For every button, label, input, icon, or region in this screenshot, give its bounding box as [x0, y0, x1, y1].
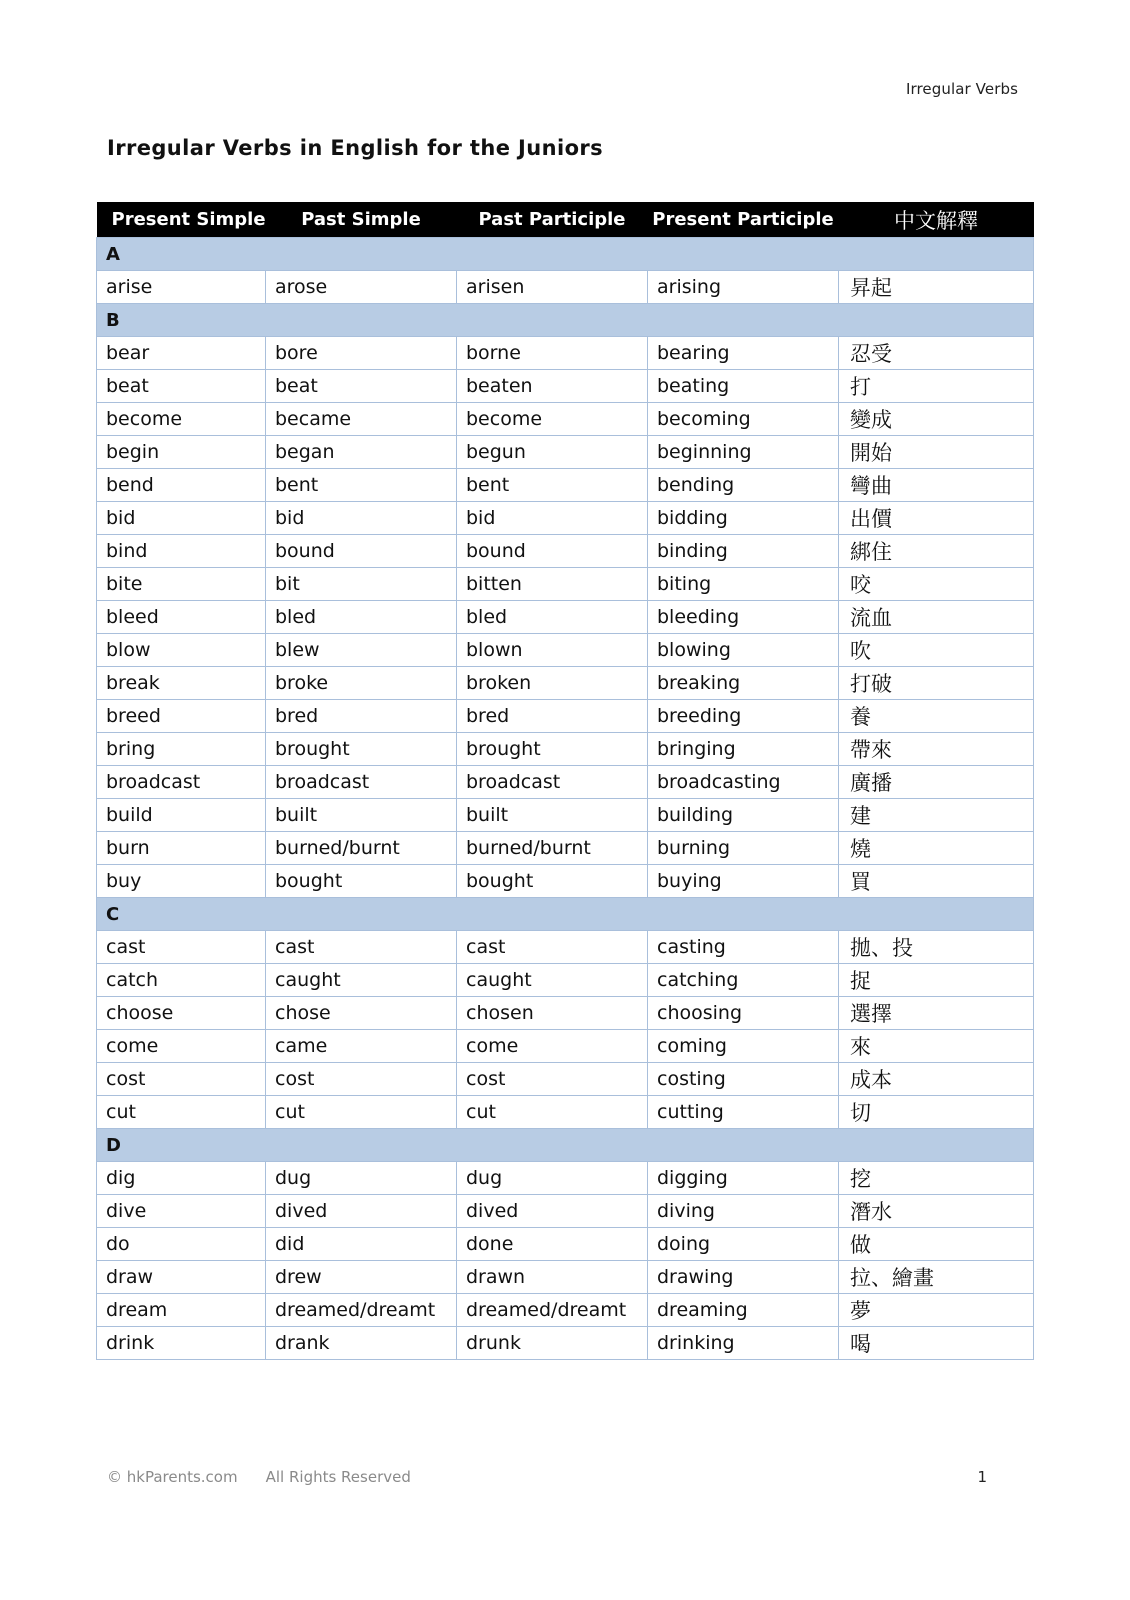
cell-present-participle: digging [648, 1162, 839, 1195]
cell-present-participle: breeding [648, 700, 839, 733]
cell-past-participle: bred [457, 700, 648, 733]
cell-chinese-meaning: 喝 [839, 1327, 1034, 1360]
section-row [97, 238, 1034, 271]
cell-past-participle: drunk [457, 1327, 648, 1360]
cell-past-simple: began [266, 436, 457, 469]
table-row [97, 997, 1034, 1030]
cell-past-participle: broadcast [457, 766, 648, 799]
table-row [97, 1261, 1034, 1294]
cell-present-participle: choosing [648, 997, 839, 1030]
cell-past-simple: arose [266, 271, 457, 304]
table-row [97, 634, 1034, 667]
cell-present-participle: building [648, 799, 839, 832]
table-row [97, 766, 1034, 799]
cell-past-simple: cast [266, 931, 457, 964]
cell-past-simple: dived [266, 1195, 457, 1228]
cell-past-participle: become [457, 403, 648, 436]
cell-chinese-meaning: 廣播 [839, 766, 1034, 799]
cell-present-participle: bleeding [648, 601, 839, 634]
cell-present-simple: begin [97, 436, 266, 469]
cell-present-simple: bid [97, 502, 266, 535]
cell-past-simple: burned/burnt [266, 832, 457, 865]
cell-chinese-meaning: 切 [839, 1096, 1034, 1129]
cell-past-participle: beaten [457, 370, 648, 403]
cell-present-simple: dream [97, 1294, 266, 1327]
cell-chinese-meaning: 養 [839, 700, 1034, 733]
cell-present-participle: diving [648, 1195, 839, 1228]
cell-present-simple: dig [97, 1162, 266, 1195]
cell-past-participle: dug [457, 1162, 648, 1195]
table-row [97, 1063, 1034, 1096]
cell-present-simple: broadcast [97, 766, 266, 799]
cell-present-participle: beginning [648, 436, 839, 469]
cell-present-simple: drink [97, 1327, 266, 1360]
cell-present-simple: cost [97, 1063, 266, 1096]
table-row [97, 403, 1034, 436]
cell-chinese-meaning: 變成 [839, 403, 1034, 436]
table-row [97, 568, 1034, 601]
cell-chinese-meaning: 燒 [839, 832, 1034, 865]
cell-past-simple: broadcast [266, 766, 457, 799]
section-row [97, 898, 1034, 931]
cell-past-simple: brought [266, 733, 457, 766]
cell-past-participle: done [457, 1228, 648, 1261]
cell-past-simple: broke [266, 667, 457, 700]
cell-present-participle: burning [648, 832, 839, 865]
table-row [97, 271, 1034, 304]
footer-rights: All Rights Reserved [265, 1468, 411, 1486]
cell-past-simple: bled [266, 601, 457, 634]
cell-past-participle: arisen [457, 271, 648, 304]
cell-chinese-meaning: 建 [839, 799, 1034, 832]
cell-past-simple: bought [266, 865, 457, 898]
section-letter: B [97, 304, 1034, 337]
cell-chinese-meaning: 拉、繪畫 [839, 1261, 1034, 1294]
section-letter: A [97, 238, 1034, 271]
cell-past-participle: blown [457, 634, 648, 667]
section-row [97, 304, 1034, 337]
cell-past-simple: bent [266, 469, 457, 502]
table-row [97, 436, 1034, 469]
cell-present-participle: breaking [648, 667, 839, 700]
header-row [97, 202, 1034, 238]
cell-present-participle: arising [648, 271, 839, 304]
cell-present-participle: blowing [648, 634, 839, 667]
cell-past-simple: chose [266, 997, 457, 1030]
cell-chinese-meaning: 挖 [839, 1162, 1034, 1195]
cell-present-simple: bend [97, 469, 266, 502]
cell-past-simple: became [266, 403, 457, 436]
column-header-past-simple: Past Simple [266, 202, 457, 238]
cell-present-simple: dive [97, 1195, 266, 1228]
cell-past-participle: dreamed/dreamt [457, 1294, 648, 1327]
cell-present-participle: bringing [648, 733, 839, 766]
cell-present-simple: catch [97, 964, 266, 997]
cell-past-simple: did [266, 1228, 457, 1261]
table-row [97, 1327, 1034, 1360]
table-row [97, 1195, 1034, 1228]
cell-present-simple: breed [97, 700, 266, 733]
table-row [97, 469, 1034, 502]
cell-present-simple: blow [97, 634, 266, 667]
cell-past-simple: cost [266, 1063, 457, 1096]
cell-present-simple: bite [97, 568, 266, 601]
cell-past-simple: caught [266, 964, 457, 997]
cell-present-participle: catching [648, 964, 839, 997]
cell-present-participle: bending [648, 469, 839, 502]
cell-past-participle: drawn [457, 1261, 648, 1294]
cell-past-participle: dived [457, 1195, 648, 1228]
cell-present-participle: becoming [648, 403, 839, 436]
cell-past-participle: come [457, 1030, 648, 1063]
cell-present-simple: cast [97, 931, 266, 964]
cell-past-participle: cut [457, 1096, 648, 1129]
section-row [97, 1129, 1034, 1162]
cell-chinese-meaning: 帶來 [839, 733, 1034, 766]
cell-present-simple: burn [97, 832, 266, 865]
cell-past-participle: burned/burnt [457, 832, 648, 865]
column-header-present-simple: Present Simple [97, 202, 266, 238]
cell-past-participle: brought [457, 733, 648, 766]
footer [107, 1468, 411, 1486]
cell-present-simple: become [97, 403, 266, 436]
cell-past-participle: built [457, 799, 648, 832]
cell-present-participle: beating [648, 370, 839, 403]
irregular-verbs-table [96, 202, 1034, 1360]
table-row [97, 733, 1034, 766]
page-number: 1 [977, 1468, 987, 1486]
footer-copyright: © hkParents.com [107, 1468, 238, 1486]
cell-present-simple: bleed [97, 601, 266, 634]
cell-present-simple: cut [97, 1096, 266, 1129]
cell-chinese-meaning: 選擇 [839, 997, 1034, 1030]
cell-present-participle: casting [648, 931, 839, 964]
cell-past-simple: came [266, 1030, 457, 1063]
cell-chinese-meaning: 捉 [839, 964, 1034, 997]
cell-chinese-meaning: 拋、投 [839, 931, 1034, 964]
cell-past-participle: broken [457, 667, 648, 700]
cell-chinese-meaning: 咬 [839, 568, 1034, 601]
document-title: Irregular Verbs in English for the Juniors [107, 136, 604, 160]
table-row [97, 337, 1034, 370]
cell-present-simple: arise [97, 271, 266, 304]
cell-past-participle: bled [457, 601, 648, 634]
cell-past-simple: cut [266, 1096, 457, 1129]
cell-present-simple: choose [97, 997, 266, 1030]
cell-past-simple: bit [266, 568, 457, 601]
running-header: Irregular Verbs [905, 80, 1018, 98]
section-letter: D [97, 1129, 1034, 1162]
cell-present-simple: come [97, 1030, 266, 1063]
cell-present-participle: doing [648, 1228, 839, 1261]
cell-chinese-meaning: 做 [839, 1228, 1034, 1261]
cell-past-participle: bid [457, 502, 648, 535]
column-header-past-participle: Past Participle [457, 202, 648, 238]
cell-past-simple: beat [266, 370, 457, 403]
cell-past-simple: blew [266, 634, 457, 667]
table-row [97, 931, 1034, 964]
column-header-present-participle: Present Participle [648, 202, 839, 238]
cell-present-simple: beat [97, 370, 266, 403]
cell-past-simple: dug [266, 1162, 457, 1195]
table-row [97, 1228, 1034, 1261]
cell-chinese-meaning: 打破 [839, 667, 1034, 700]
cell-past-participle: bitten [457, 568, 648, 601]
table-row [97, 502, 1034, 535]
cell-chinese-meaning: 彎曲 [839, 469, 1034, 502]
cell-present-participle: drinking [648, 1327, 839, 1360]
cell-past-participle: caught [457, 964, 648, 997]
cell-present-simple: build [97, 799, 266, 832]
cell-present-participle: costing [648, 1063, 839, 1096]
cell-past-simple: bound [266, 535, 457, 568]
cell-past-simple: bred [266, 700, 457, 733]
cell-present-simple: buy [97, 865, 266, 898]
cell-past-simple: bid [266, 502, 457, 535]
cell-chinese-meaning: 出價 [839, 502, 1034, 535]
cell-past-simple: drew [266, 1261, 457, 1294]
column-header-chinese-meaning: 中文解釋 [839, 202, 1034, 238]
cell-past-participle: cast [457, 931, 648, 964]
cell-past-simple: built [266, 799, 457, 832]
cell-chinese-meaning: 綁住 [839, 535, 1034, 568]
cell-present-simple: do [97, 1228, 266, 1261]
cell-chinese-meaning: 打 [839, 370, 1034, 403]
cell-present-participle: biting [648, 568, 839, 601]
cell-past-simple: drank [266, 1327, 457, 1360]
cell-chinese-meaning: 流血 [839, 601, 1034, 634]
cell-chinese-meaning: 買 [839, 865, 1034, 898]
cell-present-simple: break [97, 667, 266, 700]
cell-present-participle: binding [648, 535, 839, 568]
table-row [97, 1162, 1034, 1195]
section-letter: C [97, 898, 1034, 931]
table-row [97, 1030, 1034, 1063]
cell-past-participle: bent [457, 469, 648, 502]
table-row [97, 700, 1034, 733]
cell-present-participle: bearing [648, 337, 839, 370]
table-row [97, 601, 1034, 634]
cell-present-participle: dreaming [648, 1294, 839, 1327]
cell-chinese-meaning: 夢 [839, 1294, 1034, 1327]
cell-present-participle: coming [648, 1030, 839, 1063]
cell-chinese-meaning: 昇起 [839, 271, 1034, 304]
table-row [97, 832, 1034, 865]
cell-present-simple: draw [97, 1261, 266, 1294]
cell-present-participle: drawing [648, 1261, 839, 1294]
table-row [97, 964, 1034, 997]
cell-past-participle: bound [457, 535, 648, 568]
cell-past-participle: begun [457, 436, 648, 469]
cell-chinese-meaning: 吹 [839, 634, 1034, 667]
cell-past-participle: chosen [457, 997, 648, 1030]
table-row [97, 865, 1034, 898]
table-body [97, 238, 1034, 1360]
cell-chinese-meaning: 來 [839, 1030, 1034, 1063]
cell-present-participle: broadcasting [648, 766, 839, 799]
table-row [97, 370, 1034, 403]
cell-chinese-meaning: 潛水 [839, 1195, 1034, 1228]
cell-present-participle: bidding [648, 502, 839, 535]
cell-past-participle: borne [457, 337, 648, 370]
cell-past-participle: bought [457, 865, 648, 898]
table-row [97, 667, 1034, 700]
cell-past-participle: cost [457, 1063, 648, 1096]
cell-present-simple: bind [97, 535, 266, 568]
cell-present-participle: cutting [648, 1096, 839, 1129]
table-row [97, 535, 1034, 568]
cell-present-simple: bring [97, 733, 266, 766]
table-header [97, 202, 1034, 238]
table-row [97, 799, 1034, 832]
cell-chinese-meaning: 忍受 [839, 337, 1034, 370]
cell-present-simple: bear [97, 337, 266, 370]
table-row [97, 1294, 1034, 1327]
cell-past-simple: bore [266, 337, 457, 370]
table-row [97, 1096, 1034, 1129]
cell-present-participle: buying [648, 865, 839, 898]
cell-past-simple: dreamed/dreamt [266, 1294, 457, 1327]
cell-chinese-meaning: 成本 [839, 1063, 1034, 1096]
cell-chinese-meaning: 開始 [839, 436, 1034, 469]
